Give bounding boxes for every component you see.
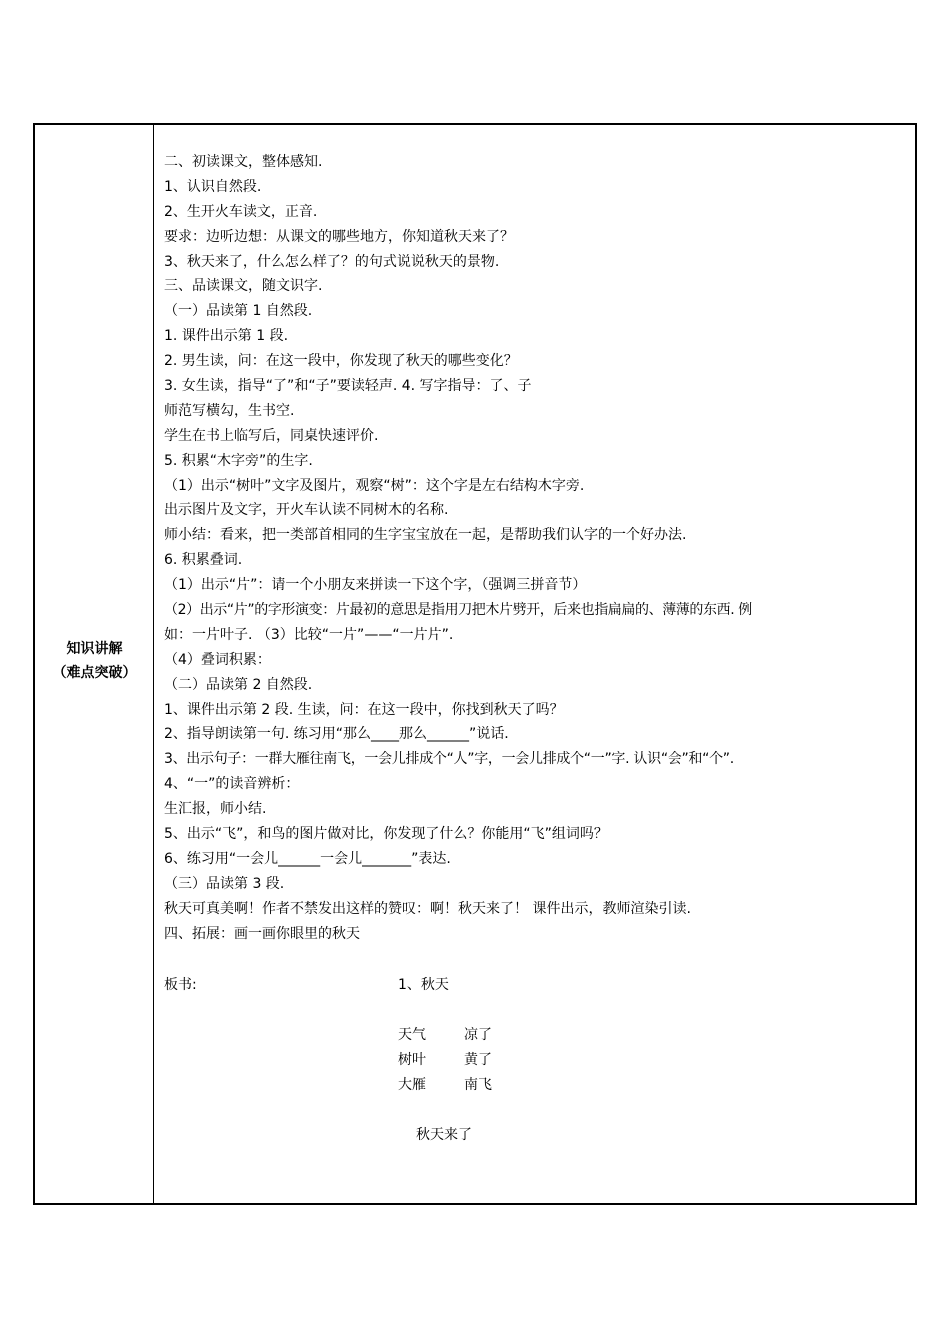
text-line: 5. 积累“木字旁”的生字. xyxy=(164,452,313,469)
board-conclusion: 秋天来了 xyxy=(416,1127,472,1143)
content-cell xyxy=(154,125,915,1203)
text-line: 师小结：看来，把一类部首相同的生字宝宝放在一起，是帮助我们认字的一个好办法. xyxy=(164,527,687,544)
text-line: 2. 男生读，问：在这一段中，你发现了秋天的哪些变化？ xyxy=(164,353,518,370)
text-line: 1、课件出示第 2 段. 生读，问：在这一段中，你找到秋天了吗？ xyxy=(164,701,564,718)
board-row-predicate: 黄了 xyxy=(464,1052,492,1068)
text-line: 出示图片及文字，开火车认读不同树木的名称. xyxy=(164,502,449,519)
board-row-subject: 大雁 xyxy=(398,1077,426,1093)
text-line: 四、拓展：画一画你眼里的秋天 xyxy=(164,925,360,942)
lesson-table xyxy=(33,123,917,1205)
section-label xyxy=(35,637,154,685)
section-label-line-1: 知识讲解 xyxy=(66,641,123,657)
board-row-subject: 树叶 xyxy=(398,1052,426,1068)
text-line: 3. 女生读，指导“了”和“子”要读轻声. 4. 写字指导：了、子 xyxy=(164,378,532,395)
text-line: 要求：边听边想：从课文的哪些地方，你知道秋天来了？ xyxy=(164,228,514,245)
text-line: 二、初读课文，整体感知. xyxy=(164,154,323,170)
lesson-text xyxy=(164,150,909,947)
board-label: 板书: xyxy=(164,977,197,993)
text-line: 1、认识自然段. xyxy=(164,178,262,195)
text-line: （1）出示“片”：请一个小朋友来拼读一下这个字，（强调三拼音节） xyxy=(164,577,587,594)
text-line: 6、练习用“一会儿______一会儿_______”表达. xyxy=(164,850,451,867)
board-row-predicate: 南飞 xyxy=(464,1077,492,1093)
text-line: （三）品读第 3 段. xyxy=(164,875,285,892)
text-line: 学生在书上临写后，同桌快速评价. xyxy=(164,427,379,444)
text-line: 4、“一”的读音辨析： xyxy=(164,776,300,793)
text-line: （一）品读第 1 自然段. xyxy=(164,303,313,320)
board-row xyxy=(398,1073,492,1097)
text-line: 3、秋天来了，什么怎么样了？的句式说说秋天的景物. xyxy=(164,253,500,270)
text-line: （4）叠词积累： xyxy=(164,651,271,668)
text-line: 秋天可真美啊！作者不禁发出这样的赞叹：啊！秋天来了！ 课件出示，教师渲染引读. xyxy=(164,900,691,917)
text-line: 师范写横勾，生书空. xyxy=(164,402,295,419)
text-line: 生汇报，师小结. xyxy=(164,801,267,818)
text-line: （二）品读第 2 自然段. xyxy=(164,676,313,693)
text-line: 如：一片叶子. （3）比较“一片”——“一片片”. xyxy=(164,626,454,643)
text-line: 3、出示句子：一群大雁往南飞，一会儿排成个“人”字，一会儿排成个“一”字. 认识“会”和“个”. xyxy=(164,751,734,768)
text-line: 5、出示“飞”，和鸟的图片做对比，你发现了什么？你能用“飞”组词吗？ xyxy=(164,826,608,843)
text-line: 2、指导朗读第一句. 练习用“那么____那么______”说话. xyxy=(164,726,509,743)
board-row xyxy=(398,1048,492,1072)
board-row-subject: 天气 xyxy=(398,1027,426,1043)
text-line: 2、生开火车读文，正音. xyxy=(164,203,318,220)
text-line: 三、品读课文，随文识字. xyxy=(164,278,323,295)
board-row-predicate: 凉了 xyxy=(464,1027,492,1043)
section-label-cell xyxy=(35,125,154,1203)
text-line: （2）出示“片”的字形演变：片最初的意思是指用刀把木片劈开，后来也指扁扁的、薄薄的东西. 例 xyxy=(164,602,752,619)
board-title: 1、秋天 xyxy=(398,977,449,993)
text-line: （1）出示“树叶”文字及图片，观察“树”：这个字是左右结构木字旁. xyxy=(164,477,585,494)
text-line: 6. 积累叠词. xyxy=(164,552,243,569)
text-line: 1. 课件出示第 1 段. xyxy=(164,328,289,345)
board-row xyxy=(398,1023,492,1047)
section-label-line-2: （难点突破） xyxy=(52,665,137,681)
